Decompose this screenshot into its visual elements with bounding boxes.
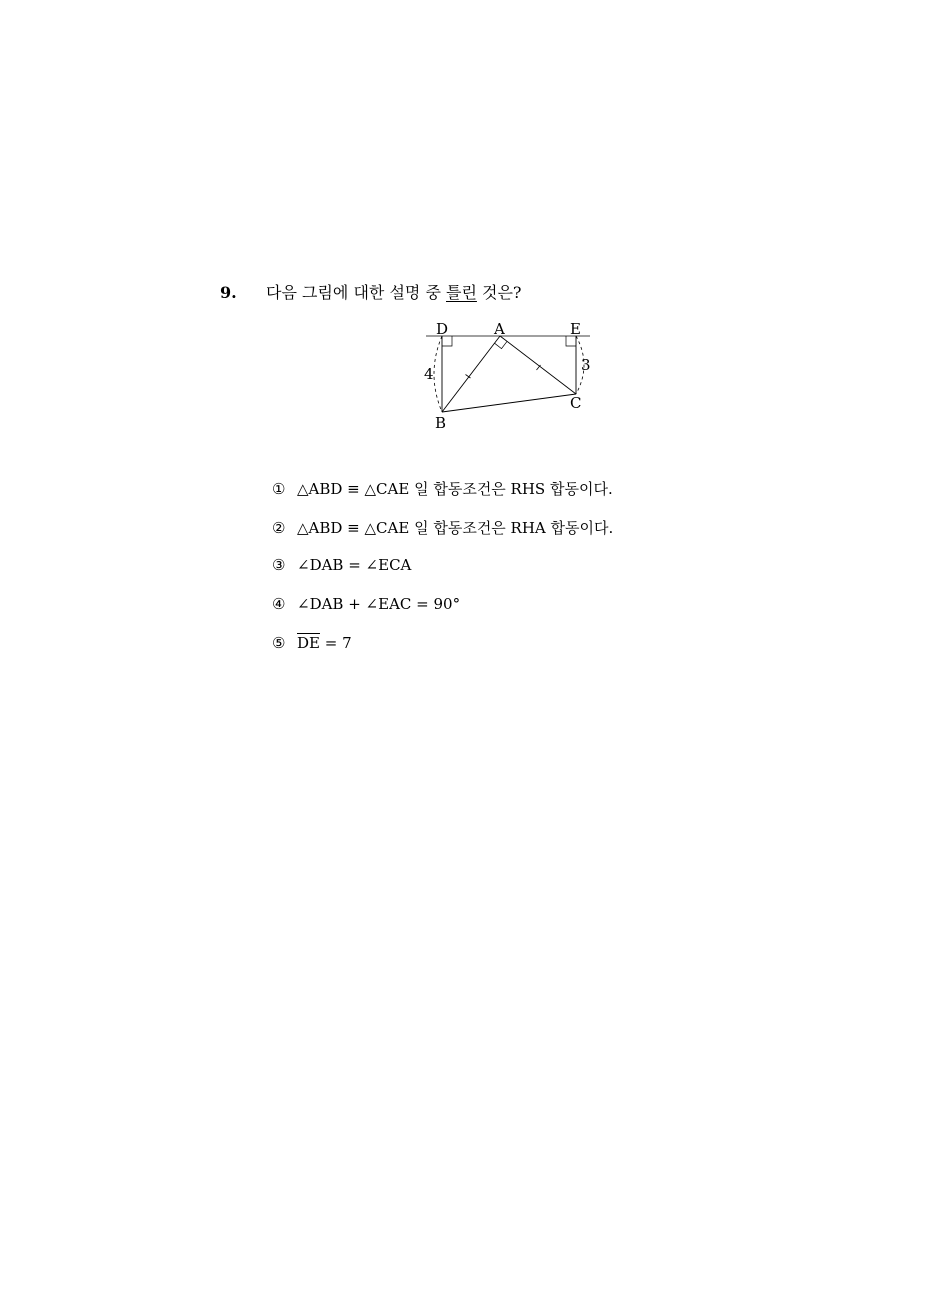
question-header [220,282,720,304]
option-number: ③ [272,556,286,574]
segment-de-overline: $\overline{DE}$ [297,634,320,652]
option-4[interactable] [272,595,613,634]
option-text: △ABD ≡ △CAE 일 합동조건은 RHS 합동이다. [297,480,613,498]
question-9 [220,282,720,652]
geometry-figure [420,322,600,442]
label-length-ec: 3 [581,356,591,374]
option-5[interactable] [272,634,613,673]
question-number: 9. [220,283,237,302]
segment-bc [442,394,576,412]
label-e: E [570,322,581,338]
question-text-before: 다음 그림에 대한 설명 중 [266,283,446,302]
option-text: ∠DAB + ∠EAC = 90° [297,595,461,613]
label-c: C [570,394,582,412]
option-number: ⑤ [272,634,286,652]
option-number: ① [272,480,286,498]
segment-ab [442,336,500,412]
label-length-bd: 4 [424,365,434,383]
arc-db [434,336,442,412]
option-1[interactable] [272,478,613,517]
question-text [266,282,522,304]
option-text [297,634,352,652]
right-angle-a [495,341,508,348]
option-3[interactable] [272,556,613,595]
answer-options [272,478,613,673]
option-text: ∠DAB = ∠ECA [297,556,412,574]
option-number: ② [272,519,286,537]
question-text-emphasis: 틀린 [446,283,477,302]
option-number: ④ [272,595,286,613]
label-a: A [494,322,505,338]
option-text-rest: = 7 [319,634,352,652]
question-text-after: 것은? [476,283,522,302]
figure-svg [420,322,600,442]
segment-ac [500,336,576,394]
option-2[interactable] [272,517,613,556]
label-d: D [436,322,449,338]
option-text: △ABD ≡ △CAE 일 합동조건은 RHA 합동이다. [297,519,614,537]
label-b: B [435,414,447,432]
